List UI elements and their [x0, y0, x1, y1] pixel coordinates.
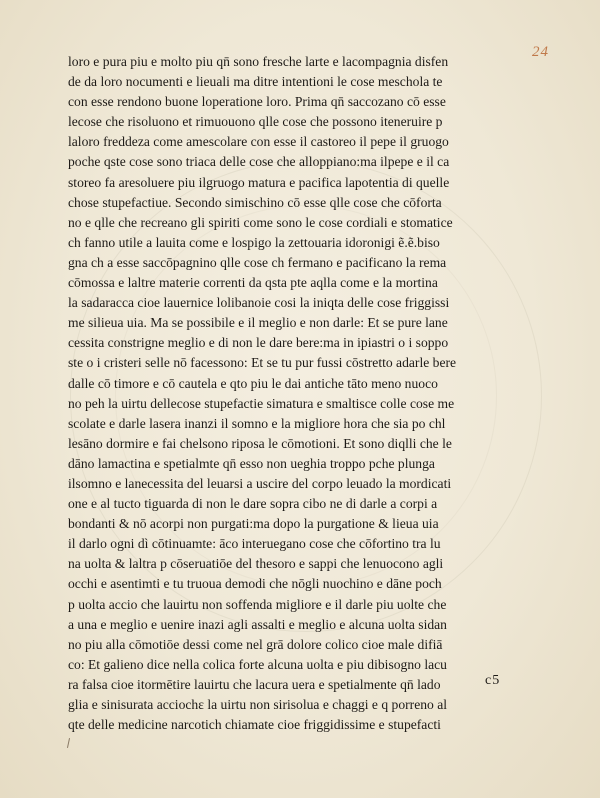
text-line: storeo fa aresoluere piu ilgruogo matura e pacifica lapotentia di quelle [68, 174, 450, 190]
text-line: dāno lamactina e spetialmte qn̄ esso non ueghia troppo pche plunga [68, 455, 435, 471]
text-line: ra falsa cioe itormētire lauirtu che lacura uera e spetialmente qn̄ lado [68, 676, 441, 692]
text-line: gna ch a esse saccōpagnino qlle cose ch fermano e pacificano la rema [68, 254, 447, 270]
text-line: lesāno dormire e fai chelsono riposa le cōmotioni. Et sono diqlli che le [68, 435, 452, 451]
text-line: il darlo ogni dì cōtinuamte: āco interuegano cose che cōfortino tra lu [68, 536, 441, 552]
text-line: ste o i cristeri selle nō facessono: Et se tu pur fussi cōstretto adarle bere [68, 355, 457, 371]
text-line: cessita constrigne meglio e di non le dare bere:ma in ipiastri o i soppo [68, 335, 449, 351]
text-line: dalle cō timore e cō cautela e qto piu le dai antiche tāto meno nuoco [68, 375, 438, 391]
text-line: no piu alla cōmotiōe dessi come nel grā dolore colico cioe male difiā [68, 636, 443, 652]
text-line: con esse rendono buone loperatione loro. Prima qn̄ saccozano cō esse [68, 94, 446, 110]
text-line: p uolta accio che lauirtu non soffenda migliore e il darle piu uolte che [68, 596, 447, 612]
page-mark [67, 738, 70, 748]
signature-mark: c5 [485, 673, 501, 688]
text-line: chose stupefactiue. Secondo simischino cō esse qlle cose che cōforta [68, 194, 442, 210]
text-line: poche qste cose sono triaca delle cose che alloppiano:ma ilpepe e il ca [68, 154, 450, 170]
text-line: ilsomno e lanecessita del leuarsi a uscire del corpo leuado la mordicati [68, 475, 452, 491]
text-line: qte delle medicine narcotich chiamate cioe friggidissime e stupefacti [68, 717, 441, 733]
text-line: lecose che risoluono et rimuouono qlle cose che possono iteneruire p [68, 114, 443, 130]
text-line: me silieua uia. Ma se possibile e il meglio e non darle: Et se pure lane [68, 315, 448, 331]
text-line: scolate e darle lasera inanzi il somno e la migliore hora che sia po chl [68, 415, 446, 431]
text-line: loro e pura piu e molto piu qn̄ sono fresche larte e lacompagnia disfen [68, 54, 449, 69]
text-line: glia e sinisurata acciochε la uirtu non sirisolua e chaggi e q porreno al [68, 697, 448, 712]
text-line: no e qlle che recreano gli spiriti come sono le cose cordiali e stomatice [68, 214, 453, 230]
text-line: de da loro nocumenti e lieuali ma ditre intentioni le cose meschola te [68, 74, 443, 90]
text-line: co: Et galieno dice nella colica forte alcuna uolta e piu dibisogno lacu [68, 656, 447, 672]
text-line: laloro freddeza come amescolare con esse il castoreo il pepe il gruogo [68, 134, 449, 150]
text-line: bondanti & nō acorpi non purgati:ma dopo la purgatione & lieua uia [68, 516, 439, 532]
folio-number: 24 [532, 44, 549, 60]
text-line: cōmossa e laltre materie correnti da qsta pte aqlla come e la mortina [68, 275, 438, 291]
text-line: one e al tucto tiguarda di non le dare sopra cibo ne di darle a corpi a [68, 496, 438, 512]
text-line: a una e meglio e uenire inazi agli assalti e meglio e alcuna uolta sidan [68, 616, 447, 632]
text-line: na uolta & laltra p cōseruatiōe del thesoro e sappi che lenuocono agli [68, 556, 444, 572]
text-block [68, 52, 538, 735]
text-line: no peh la uirtu dellecose stupefactie simatura e smaltisce colle cose me [68, 395, 455, 411]
text-line: la sadaracca cioe lauernice lolibanoie cosi la iniqta delle cose friggissi [68, 295, 450, 311]
text-line: ch fanno utile a lauita come e lospigo la zettouaria idoronigi ẽ.ẽ.biso [68, 234, 440, 250]
text-line: occhi e asentimti e tu truoua demodi che nōgli nuochino e dāne poch [68, 576, 442, 592]
